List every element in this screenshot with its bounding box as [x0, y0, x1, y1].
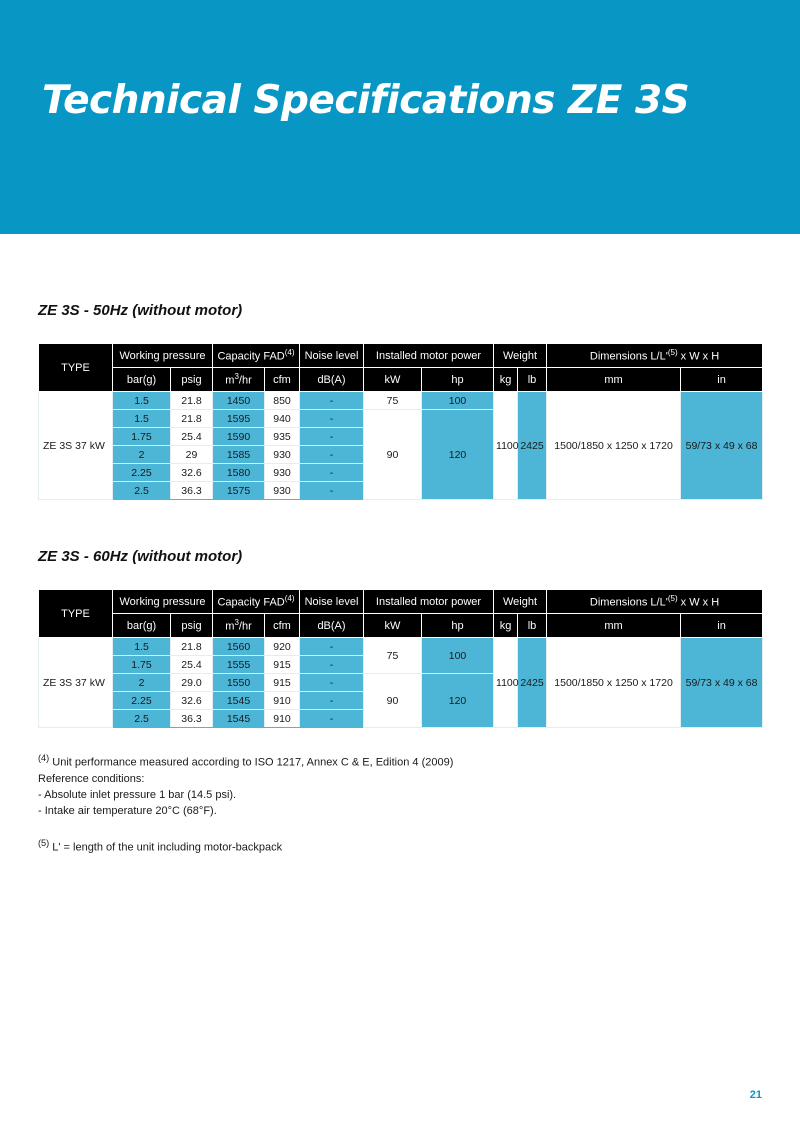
- psig-cell: 25.4: [171, 428, 213, 446]
- unit-cfm: cfm: [265, 368, 300, 392]
- header-row: [39, 344, 763, 368]
- reference-condition-pressure: - Absolute inlet pressure 1 bar (14.5 psi).: [38, 788, 237, 801]
- cfm-cell: 920: [265, 638, 300, 656]
- m3hr-cell: 1575: [213, 482, 265, 500]
- psig-cell: 29.0: [171, 674, 213, 692]
- mm-cell: 1500/1850 x 1250 x 1720: [547, 392, 681, 500]
- m3hr-cell: 1560: [213, 638, 265, 656]
- hp-cell: 100: [422, 638, 494, 674]
- db-cell: -: [300, 446, 364, 464]
- section-title-60hz: ZE 3S - 60Hz (without motor): [38, 548, 243, 565]
- cfm-cell: 930: [265, 482, 300, 500]
- unit-lb: lb: [518, 614, 547, 638]
- psig-cell: 29: [171, 446, 213, 464]
- db-cell: -: [300, 428, 364, 446]
- bar-cell: 2: [113, 674, 171, 692]
- cfm-cell: 910: [265, 692, 300, 710]
- spec-table-60hz: [38, 589, 763, 728]
- spec-table-50hz: [38, 343, 763, 500]
- db-cell: -: [300, 638, 364, 656]
- psig-cell: 36.3: [171, 710, 213, 728]
- header-weight: Weight: [494, 590, 547, 614]
- unit-row: [39, 614, 763, 638]
- in-cell: 59/73 x 49 x 68: [681, 638, 763, 728]
- m3hr-cell: 1585: [213, 446, 265, 464]
- bar-cell: 2.5: [113, 710, 171, 728]
- footnote-5: $^{(5)}$ L' = length of the unit including motor-backpack: [38, 837, 283, 854]
- cfm-cell: 915: [265, 656, 300, 674]
- kw-cell: 90: [364, 410, 422, 500]
- reference-condition-temperature: - Intake air temperature 20°C (68°F).: [38, 804, 217, 817]
- bar-cell: 1.5: [113, 392, 171, 410]
- m3hr-cell: 1450: [213, 392, 265, 410]
- db-cell: -: [300, 656, 364, 674]
- header-capacity-fad: Capacity FAD$^{(4)}$: [213, 590, 300, 614]
- db-cell: -: [300, 692, 364, 710]
- title-banner: [0, 0, 800, 234]
- psig-cell: 25.4: [171, 656, 213, 674]
- header-dimensions: Dimensions $L/L'^{(5)}$ x W x H: [547, 590, 763, 614]
- unit-dba: dB(A): [300, 368, 364, 392]
- db-cell: -: [300, 482, 364, 500]
- unit-cfm: cfm: [265, 614, 300, 638]
- unit-bar: bar(g): [113, 614, 171, 638]
- header-row: [39, 590, 763, 614]
- unit-in: in: [681, 368, 763, 392]
- db-cell: -: [300, 392, 364, 410]
- unit-psig: psig: [171, 614, 213, 638]
- psig-cell: 36.3: [171, 482, 213, 500]
- section-title-50hz: ZE 3S - 50Hz (without motor): [38, 302, 243, 319]
- type-cell: ZE 3S 37 kW: [39, 638, 113, 728]
- header-type: TYPE: [39, 344, 113, 392]
- cfm-cell: 930: [265, 464, 300, 482]
- kg-cell: 1100: [494, 392, 518, 500]
- m3hr-cell: 1580: [213, 464, 265, 482]
- psig-cell: 21.8: [171, 638, 213, 656]
- m3hr-cell: 1545: [213, 710, 265, 728]
- hp-cell: 120: [422, 674, 494, 728]
- header-installed-motor-power: Installed motor power: [364, 590, 494, 614]
- m3hr-cell: 1550: [213, 674, 265, 692]
- kw-cell: 90: [364, 674, 422, 728]
- unit-m3hr: $m^3/hr$: [213, 368, 265, 392]
- unit-kw: kW: [364, 614, 422, 638]
- mm-cell: 1500/1850 x 1250 x 1720: [547, 638, 681, 728]
- cfm-cell: 910: [265, 710, 300, 728]
- unit-bar: bar(g): [113, 368, 171, 392]
- kg-cell: 1100: [494, 638, 518, 728]
- unit-psig: psig: [171, 368, 213, 392]
- in-cell: 59/73 x 49 x 68: [681, 392, 763, 500]
- header-weight: Weight: [494, 344, 547, 368]
- unit-kg: kg: [494, 614, 518, 638]
- page-title: Technical Specifications ZE 3S: [42, 78, 690, 123]
- type-cell: ZE 3S 37 kW: [39, 392, 113, 500]
- lb-cell: 2425: [518, 392, 547, 500]
- db-cell: -: [300, 710, 364, 728]
- lb-cell: 2425: [518, 638, 547, 728]
- bar-cell: 1.75: [113, 428, 171, 446]
- header-noise-level: Noise level: [300, 590, 364, 614]
- kw-cell: 75: [364, 638, 422, 674]
- footnotes: [38, 750, 738, 855]
- unit-row: [39, 368, 763, 392]
- m3hr-cell: 1590: [213, 428, 265, 446]
- m3hr-cell: 1545: [213, 692, 265, 710]
- cfm-cell: 940: [265, 410, 300, 428]
- cfm-cell: 915: [265, 674, 300, 692]
- unit-in: in: [681, 614, 763, 638]
- cfm-cell: 850: [265, 392, 300, 410]
- bar-cell: 1.5: [113, 638, 171, 656]
- header-working-pressure: Working pressure: [113, 344, 213, 368]
- hp-cell: 100: [422, 392, 494, 410]
- table-row: [39, 638, 763, 656]
- unit-m3hr: $m^3/hr$: [213, 614, 265, 638]
- header-noise-level: Noise level: [300, 344, 364, 368]
- header-dimensions: Dimensions $L/L'^{(5)}$ x W x H: [547, 344, 763, 368]
- kw-cell: 75: [364, 392, 422, 410]
- unit-mm: mm: [547, 368, 681, 392]
- bar-cell: 1.5: [113, 410, 171, 428]
- psig-cell: 32.6: [171, 464, 213, 482]
- psig-cell: 32.6: [171, 692, 213, 710]
- header-working-pressure: Working pressure: [113, 590, 213, 614]
- m3hr-cell: 1595: [213, 410, 265, 428]
- header-capacity-fad: Capacity FAD$^{(4)}$: [213, 344, 300, 368]
- db-cell: -: [300, 674, 364, 692]
- unit-mm: mm: [547, 614, 681, 638]
- header-type: TYPE: [39, 590, 113, 638]
- db-cell: -: [300, 410, 364, 428]
- cfm-cell: 930: [265, 446, 300, 464]
- m3hr-cell: 1555: [213, 656, 265, 674]
- unit-hp: hp: [422, 368, 494, 392]
- footnote-4: $^{(4)}$ Unit performance measured according to ISO 1217, Annex C & E, Edition 4 (2009): [38, 753, 454, 769]
- bar-cell: 2.25: [113, 692, 171, 710]
- reference-conditions-heading: Reference conditions:: [38, 772, 145, 785]
- page-number: 21: [749, 1089, 762, 1101]
- bar-cell: 1.75: [113, 656, 171, 674]
- psig-cell: 21.8: [171, 410, 213, 428]
- unit-lb: lb: [518, 368, 547, 392]
- bar-cell: 2.5: [113, 482, 171, 500]
- bar-cell: 2.25: [113, 464, 171, 482]
- psig-cell: 21.8: [171, 392, 213, 410]
- unit-kg: kg: [494, 368, 518, 392]
- unit-kw: kW: [364, 368, 422, 392]
- unit-hp: hp: [422, 614, 494, 638]
- db-cell: -: [300, 464, 364, 482]
- cfm-cell: 935: [265, 428, 300, 446]
- table-row: [39, 392, 763, 410]
- unit-dba: dB(A): [300, 614, 364, 638]
- hp-cell: 120: [422, 410, 494, 500]
- bar-cell: 2: [113, 446, 171, 464]
- header-installed-motor-power: Installed motor power: [364, 344, 494, 368]
